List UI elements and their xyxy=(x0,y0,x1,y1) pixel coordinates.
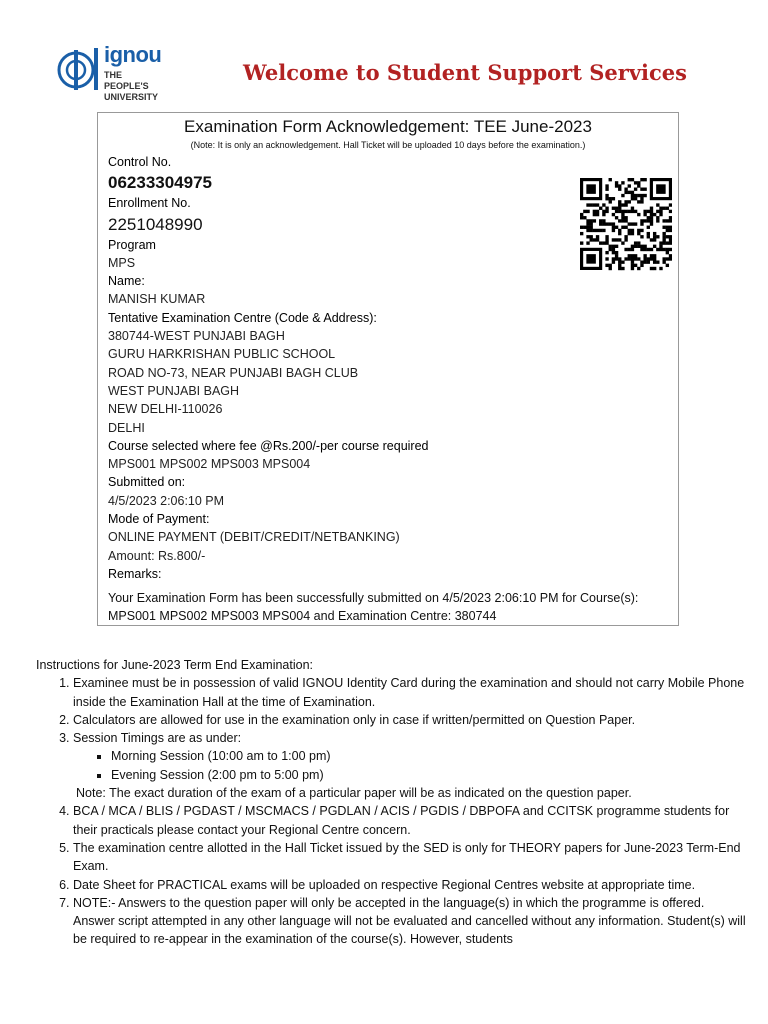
submitted-label: Submitted on: xyxy=(108,475,186,490)
instructions xyxy=(36,656,746,949)
instruction-item: 2. Calculators are allowed for use in the examination only in case if written/permitted on Question Paper. xyxy=(73,711,746,729)
instructions-heading: Instructions for June-2023 Term End Examination: xyxy=(36,658,313,672)
centre-label: Tentative Examination Centre (Code & Address): xyxy=(108,310,377,325)
note-label: NOTE:- xyxy=(73,895,116,910)
instruction-item: 4. BCA / MCA / BLIS / PGDAST / MSCMACS / PGDLAN / ACIS / PGDIS / DBPOFA and CCITSK programme students for their practicals please contact your Regional Centre concern. xyxy=(73,802,746,839)
name-value: MANISH KUMAR xyxy=(108,292,206,307)
ack-note: (Note: It is only an acknowledgement. Hall Ticket will be uploaded 10 days before the examination.) xyxy=(190,140,586,150)
payment-value: ONLINE PAYMENT (DEBIT/CREDIT/NETBANKING) xyxy=(108,530,400,545)
program-value: MPS xyxy=(108,255,136,270)
ack-fields xyxy=(108,153,578,583)
control-value: 06233304975 xyxy=(108,173,213,193)
instruction-item: 1. Examinee must be in possession of valid IGNOU Identity Card during the examination and should not carry Mobile Phone inside the Examination Hall at the time of Examination. xyxy=(73,674,746,711)
remarks-label: Remarks: xyxy=(108,566,162,581)
course-value: MPS001 MPS002 MPS003 MPS004 xyxy=(108,457,311,472)
session-item: ▪ Evening Session (2:00 pm to 5:00 pm) xyxy=(111,766,746,784)
site-title: Welcome to Student Support Services xyxy=(243,60,687,85)
remarks-text: Your Examination Form has been successfully submitted on 4/5/2023 2:06:10 PM for Course(s): MPS001 MPS002 MPS003 MPS004 and Examination Centre: 380744 xyxy=(108,591,639,624)
centre-line: WEST PUNJABI BAGH xyxy=(108,383,240,398)
centre-line: NEW DELHI-110026 xyxy=(108,402,223,417)
instructions-list xyxy=(36,674,746,784)
ack-title: Examination Form Acknowledgement: TEE June-2023 xyxy=(184,117,592,136)
session-list xyxy=(73,747,746,784)
logo-tagline: THE PEOPLE'S UNIVERSITY xyxy=(104,70,159,102)
qr-code-icon xyxy=(580,160,672,288)
instruction-item: 7. NOTE:- Answers to the question paper will only be accepted in the language(s) in which the programme is offered. Answer script attempted in any other language will not be evaluated and cancelled without any information. Student(s) will be required to re-appear in the examination of the course(s). However, students xyxy=(73,894,746,949)
ignou-logo xyxy=(56,42,166,102)
course-label: Course selected where fee @Rs.200/-per course required xyxy=(108,438,429,453)
centre-line: 380744-WEST PUNJABI BAGH xyxy=(108,329,285,344)
enrollment-label: Enrollment No. xyxy=(108,196,191,211)
logo-wordmark: ignou xyxy=(104,42,162,67)
instruction-item: 3. Session Timings are as under: ▪ Morning Session (10:00 am to 1:00 pm) ▪ Evening Session (2:00 pm to 5:00 pm) xyxy=(73,729,746,784)
payment-label: Mode of Payment: xyxy=(108,512,210,527)
ignou-logo-icon xyxy=(56,44,100,92)
amount-value: Amount: Rs.800/- xyxy=(108,548,206,563)
duration-note: Note: The exact duration of the exam of a particular paper will be as indicated on the question paper. xyxy=(76,786,632,801)
instruction-item: 5. The examination centre allotted in the Hall Ticket issued by the SED is only for THEORY papers for June-2023 Term-End Exam. xyxy=(73,839,746,876)
instructions-list-continued xyxy=(36,802,746,948)
acknowledgement-box xyxy=(97,112,679,626)
session-item: ▪ Morning Session (10:00 am to 1:00 pm) xyxy=(111,747,746,765)
centre-line: DELHI xyxy=(108,420,145,435)
instruction-item: 6. Date Sheet for PRACTICAL exams will be uploaded on respective Regional Centres website at appropriate time. xyxy=(73,876,746,894)
submitted-value: 4/5/2023 2:06:10 PM xyxy=(108,493,225,508)
name-label: Name: xyxy=(108,274,145,289)
program-label: Program xyxy=(108,237,156,252)
enrollment-value: 2251048990 xyxy=(108,214,203,234)
centre-line: GURU HARKRISHAN PUBLIC SCHOOL xyxy=(108,347,336,362)
centre-line: ROAD NO-73, NEAR PUNJABI BAGH CLUB xyxy=(108,365,359,380)
control-label: Control No. xyxy=(108,155,172,169)
